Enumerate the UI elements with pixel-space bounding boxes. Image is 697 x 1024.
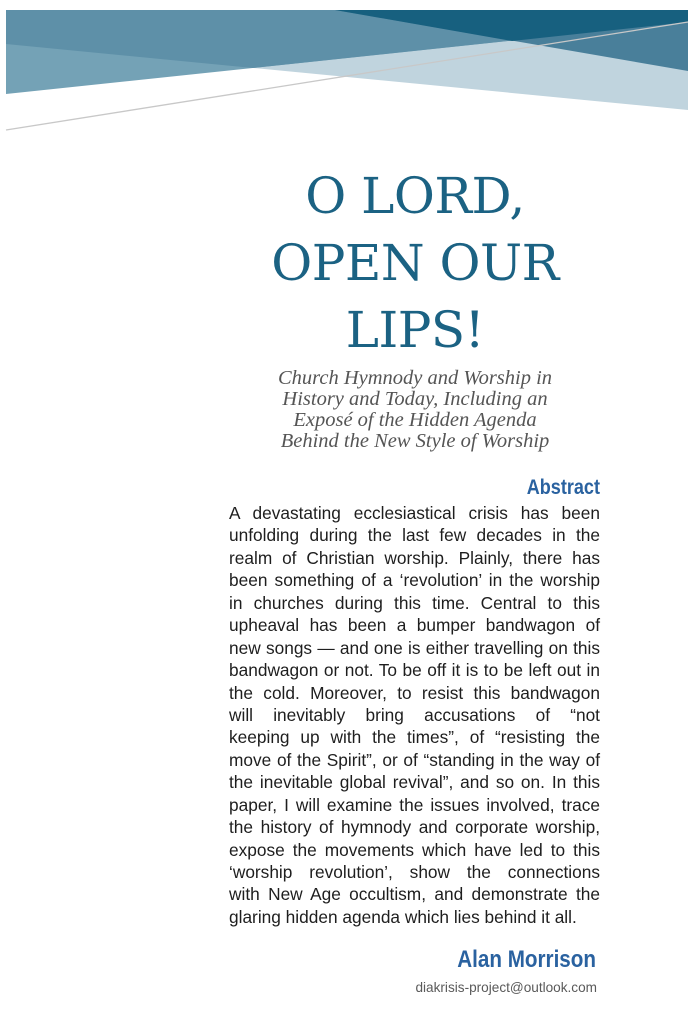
abstract-line: upheaval has been a bumper bandwagon of xyxy=(229,615,600,636)
header-banner xyxy=(0,0,697,140)
abstract-line: expose the movements which have led to this xyxy=(229,839,600,860)
abstract-line: paper, I will examine the issues involved, trace xyxy=(229,794,600,815)
document-title xyxy=(230,163,600,364)
abstract-line: in churches during this time. Central to this xyxy=(229,592,600,613)
abstract-line: new songs — and one is either travelling on this xyxy=(229,637,600,658)
abstract-line: been something of a ‘revolution’ in the worship xyxy=(229,570,600,591)
author-name: Alan Morrison xyxy=(457,946,596,973)
abstract-body xyxy=(229,502,600,928)
abstract-line: realm of Christian worship. Plainly, there has xyxy=(229,547,600,568)
abstract-line: the inevitable global revival”, and so on. In this xyxy=(229,772,600,793)
abstract-line: the cold. Moreover, to resist this bandwagon xyxy=(229,682,600,703)
abstract-line: unfolding during the last few decades in the xyxy=(229,525,600,546)
title-line: LIPS! xyxy=(345,301,485,359)
title-line: O LORD, xyxy=(305,167,525,225)
title-line: OPEN OUR xyxy=(271,234,559,292)
abstract-line: the history of hymnody and corporate worship, xyxy=(229,817,600,838)
abstract-line: glaring hidden agenda which lies behind it all. xyxy=(229,906,577,927)
abstract-line: A devastating ecclesiastical crisis has been xyxy=(229,503,600,523)
abstract-line: with New Age occultism, and demonstrate the xyxy=(229,884,600,905)
abstract-line: move of the Spirit”, or of “standing in the way of xyxy=(229,749,600,770)
abstract-line: will inevitably bring accusations of “not xyxy=(229,704,600,725)
subtitle-line: Church Hymnody and Worship in xyxy=(277,367,553,389)
subtitle-line: Exposé of the Hidden Agenda xyxy=(293,409,537,431)
abstract-line: bandwagon or not. To be off it is to be left out in xyxy=(229,660,600,681)
abstract-heading: Abstract xyxy=(526,476,600,499)
abstract-line: keeping up with the times”, of “resisting the xyxy=(229,727,600,748)
document-subtitle xyxy=(230,368,600,452)
subtitle-line: History and Today, Including an xyxy=(282,388,548,410)
abstract-line: ‘worship revolution’, show the connections xyxy=(229,862,600,882)
author-email[interactable]: diakrisis-project@outlook.com xyxy=(415,980,597,995)
subtitle-line: Behind the New Style of Worship xyxy=(280,430,550,452)
